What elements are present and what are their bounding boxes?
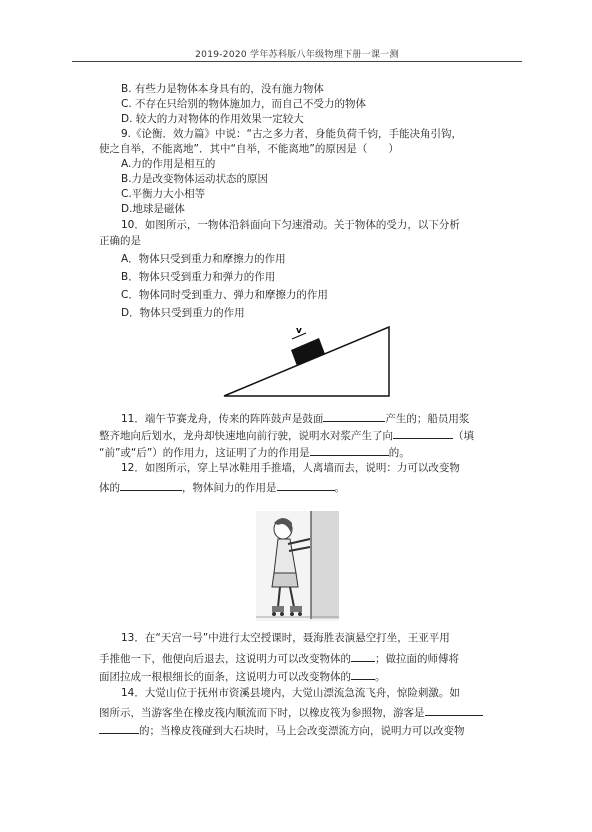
q13-blank-1[interactable]: [351, 650, 375, 662]
q14-line2-text-a: 图所示，当游客坐在橡皮筏内顺流而下时，以橡皮筏为参照物，游客是: [99, 707, 425, 719]
q11-blank-2[interactable]: [393, 427, 453, 439]
q10-stem-line1: 10．如图所示，一物体沿斜面向下匀速滑动。关于物体的受力，以下分析: [121, 219, 460, 231]
q11-line2-text-b: （填: [453, 430, 474, 442]
q8-option-d: D. 较大的力对物体的作用效果一定较大: [121, 113, 304, 125]
q10-option-c: C．物体同时受到重力、弹力和摩擦力的作用: [121, 289, 328, 301]
q10-option-b: B．物体只受到重力和弹力的作用: [121, 271, 276, 283]
q14-line1: 14．大觉山位于抚州市资溪县境内，大觉山漂流急流飞舟，惊险刺激。如: [121, 687, 460, 699]
q11-line1: [121, 410, 469, 426]
q12-line2-text-b: ，物体间力的作用是: [182, 482, 277, 494]
q11-blank-3[interactable]: [310, 444, 389, 456]
q9-stem-line1: 9.《论衡．效力篇》中说：“古之多力者，身能负荷千钧，手能决角引钩，: [121, 128, 462, 140]
q13-line2-text-b: ；做拉面的师傅将: [375, 653, 459, 665]
q12-line2-text-c: 。: [334, 482, 345, 494]
q13-line3-text-a: 面团拉成一根根细长的面条，这说明力可以改变物体的: [99, 671, 351, 683]
skate-wheel: [280, 612, 284, 616]
right-skate: [290, 606, 302, 612]
q11-line2: [99, 427, 474, 443]
skate-wheel: [290, 612, 294, 616]
q10-option-a: A．物体只受到重力和摩擦力的作用: [121, 253, 286, 265]
q12-line2-text-a: 体的: [99, 482, 120, 494]
q11-line1-text-b: 产生的；船员用浆: [385, 413, 470, 425]
q14-blank-1b[interactable]: [99, 722, 139, 734]
q9-option-b: B.力是改变物体运动状态的原因: [121, 173, 269, 185]
left-skate: [272, 606, 284, 612]
q9-option-c: C.平衡力大小相等: [121, 188, 206, 200]
q9-stem-line2: 使之自举，不能离地”．其中“自举，不能离地”的原因是（ ）: [99, 143, 399, 155]
q14-line3-text-a: 的；当橡皮筏碰到大石块时，马上会改变漂流方向，说明力可以改变物: [139, 725, 465, 737]
q8-option-c: C. 不存在只给别的物体施加力，而自己不受力的物体: [121, 98, 367, 110]
q13-line1: 13．在“天宫一号”中进行太空授课时，聂海胜表演悬空打坐，王亚平用: [121, 632, 450, 644]
q12-blank-1[interactable]: [120, 479, 182, 491]
q14-line2: [99, 704, 483, 720]
q11-blank-1[interactable]: [323, 410, 385, 422]
q13-line2: [99, 650, 459, 666]
q11-line1-text-a: 11．端午节赛龙舟，传来的阵阵鼓声是鼓面: [121, 413, 324, 425]
q14-blank-1a[interactable]: [425, 704, 483, 716]
velocity-label: v: [296, 326, 302, 336]
incline-figure: [222, 324, 412, 399]
q9-option-a: A.力的作用是相互的: [121, 158, 216, 170]
q13-blank-2[interactable]: [351, 668, 375, 680]
q9-option-d: D.地球是磁体: [121, 203, 185, 215]
q12-blank-2[interactable]: [277, 479, 335, 491]
wall-shading: [311, 511, 339, 619]
sliding-block: [291, 338, 325, 366]
q8-option-b: B. 有些力是物体本身具有的，没有施力物体: [121, 83, 324, 95]
q10-option-d: D．物体只受到重力的作用: [121, 307, 245, 319]
q13-line3: [99, 668, 386, 684]
q14-line3: [99, 722, 465, 738]
page-header: 2019-2020 学年苏科版八年级物理下册一课一测: [195, 50, 399, 60]
q11-line3: [99, 444, 410, 460]
skate-wheel: [272, 612, 276, 616]
q13-line2-text-a: 手推他一下，他便向后退去，这说明力可以改变物体的: [99, 653, 351, 665]
header-divider: [72, 61, 522, 62]
q11-line2-text-a: 整齐地向后划水，龙舟却快速地向前行驶，说明水对浆产生了向: [99, 430, 393, 442]
q11-line3-text-b: 的。: [388, 447, 410, 459]
person-skirt: [272, 573, 298, 587]
q12-line1: 12．如图所示，穿上旱冰鞋用手推墙，人离墙而去，说明：力可以改变物: [121, 462, 460, 474]
person-pushing-wall-figure: [256, 511, 339, 621]
q11-line3-text-a: “前”或“后”）的作用力，这证明了力的作用是: [99, 447, 310, 459]
q13-line3-text-b: 。: [375, 671, 386, 683]
q10-stem-line2: 正确的是: [99, 235, 141, 247]
skate-wheel: [298, 612, 302, 616]
q12-line2: [99, 479, 345, 495]
